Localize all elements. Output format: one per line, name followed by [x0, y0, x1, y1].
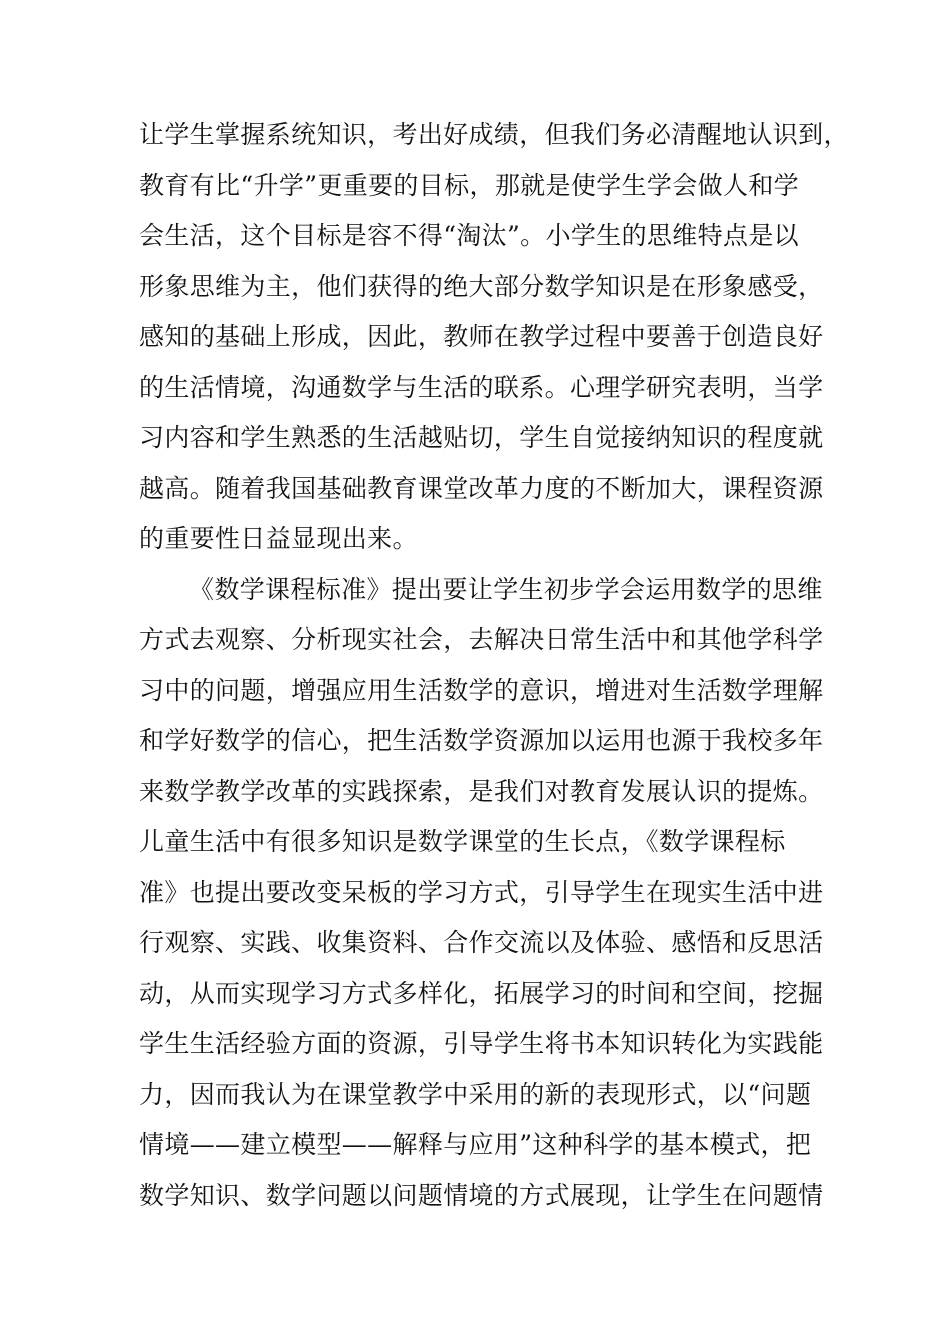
text-line: 让学生掌握系统知识，考出好成绩，但我们务必清醒地认识到，	[139, 120, 849, 149]
text-line: 学生生活经验方面的资源，引导学生将书本知识转化为实践能	[139, 1029, 824, 1058]
text-line: 的生活情境，沟通数学与生活的联系。心理学研究表明，当学	[139, 372, 824, 402]
text-line: 越高。随着我国基础教育课堂改革力度的不断加大，课程资源	[139, 473, 824, 503]
text-line: 教育有比“升学”更重要的目标，那就是使学生学会做人和学	[139, 170, 800, 200]
text-line: 会生活，这个目标是容不得“淘汰”。小学生的思维特点是以	[139, 221, 800, 250]
text-line: 形象思维为主，他们获得的绝大部分数学知识是在形象感受，	[139, 271, 824, 301]
text-line: 数学知识、数学问题以问题情境的方式展现，让学生在问题情	[139, 1180, 824, 1210]
paragraph-first-line: 《数学课程标准》提出要让学生初步学会运用数学的思维	[189, 574, 823, 604]
text-line: 感知的基础上形成，因此，教师在教学过程中要善于创造良好	[139, 322, 824, 351]
text-line: 习内容和学生熟悉的生活越贴切，学生自觉接纳知识的程度就	[139, 423, 824, 452]
text-line: 准》也提出要改变呆板的学习方式，引导学生在现实生活中进	[139, 877, 824, 907]
text-line: 行观察、实践、收集资料、合作交流以及体验、感悟和反思活	[139, 928, 824, 957]
text-line: 习中的问题，增强应用生活数学的意识，增进对生活数学理解	[139, 675, 824, 705]
text-line: 方式去观察、分析现实社会，去解决日常生活中和其他学科学	[139, 625, 824, 654]
body-text	[139, 110, 849, 1221]
text-line: 来数学教学改革的实践探索，是我们对教育发展认识的提炼。	[139, 776, 824, 806]
text-line: 情境——建立模型——解释与应用”这种科学的基本模式，把	[139, 1130, 812, 1159]
text-line: 力，因而我认为在课堂教学中采用的新的表现形式，以“问题	[139, 1079, 812, 1109]
text-line: 动，从而实现学习方式多样化，拓展学习的时间和空间，挖掘	[139, 978, 824, 1008]
text-line: 和学好数学的信心，把生活数学资源加以运用也源于我校多年	[139, 726, 824, 755]
text-line: 的重要性日益显现出来。	[139, 524, 418, 553]
text-line: 儿童生活中有很多知识是数学课堂的生长点，《数学课程标	[139, 827, 786, 856]
